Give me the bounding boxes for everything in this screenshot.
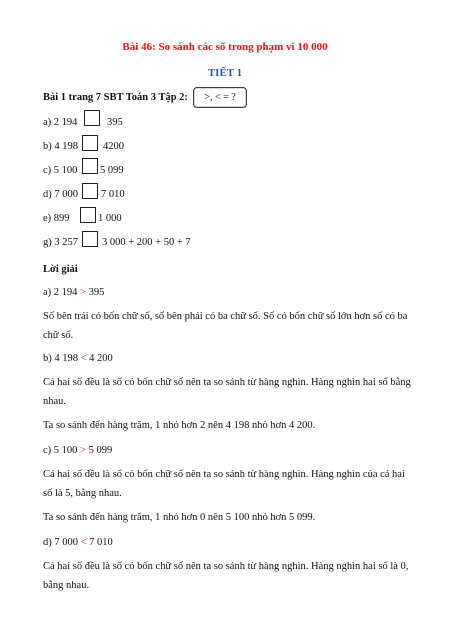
solution-c-text2: Ta so sánh đến hàng trăm, 1 nhỏ hơn 0 nên 5 100 nhỏ hơn 5 099. (43, 512, 316, 523)
solution-a-left: a) 2 194 (43, 287, 78, 298)
solution-b-right: 4 200 (89, 353, 113, 364)
hint-box: >, < = ? (193, 87, 247, 108)
item-e-label: e) 899 (43, 213, 70, 224)
solution-a-right: 395 (88, 287, 105, 298)
solution-heading: Lời giải (43, 264, 78, 275)
answer-box-d[interactable] (82, 183, 98, 199)
solution-b-left: b) 4 198 (43, 353, 78, 364)
answer-box-g[interactable] (82, 231, 98, 247)
solution-a-text: Số bên trái có bốn chữ số, số bên phải có ba chữ số. Số có bốn chữ số lớn hơn số có ba chữ số. (43, 311, 408, 341)
solution-a (43, 287, 104, 298)
item-b-label: b) 4 198 (43, 141, 78, 152)
item-b-right: 4200 (103, 141, 124, 152)
solution-b-text2: Ta so sánh đến hàng trăm, 1 nhỏ hơn 2 nên 4 198 nhỏ hơn 4 200. (43, 420, 316, 431)
solution-b-sign: < (80, 353, 87, 364)
solution-b (43, 353, 113, 364)
item-g-right: 3 000 + 200 + 50 + 7 (102, 237, 191, 248)
solution-d-sign: < (80, 537, 87, 548)
item-e-right: 1 000 (98, 213, 122, 224)
solution-d-text: Cả hai số đều là số có bốn chữ số nên ta so sánh từ hàng nghìn. Hàng nghìn hai số là 0, bằng nhau. (43, 561, 409, 591)
answer-box-b[interactable] (82, 135, 98, 151)
answer-box-a[interactable] (84, 110, 100, 126)
exercise-heading: Bài 1 trang 7 SBT Toán 3 Tập 2: (43, 92, 188, 103)
solution-c-right: 5 099 (88, 445, 113, 456)
item-d-label: d) 7 000 (43, 189, 78, 200)
item-d-right: 7 010 (101, 189, 125, 200)
solution-c-sign: > (80, 445, 86, 456)
solution-d (43, 537, 113, 548)
item-c-right: 5 099 (100, 165, 124, 176)
answer-box-e[interactable] (80, 207, 96, 223)
solution-b-text: Cả hai số đều là số có bốn chữ số nên ta so sánh từ hàng nghìn. Hàng nghìn hai số bằng nhau. (43, 377, 411, 407)
solution-c-left: c) 5 100 (43, 445, 78, 456)
solution-a-sign: > (80, 287, 86, 298)
answer-box-c[interactable] (82, 158, 98, 174)
item-c-label: c) 5 100 (43, 165, 78, 176)
solution-d-left: d) 7 000 (43, 537, 78, 548)
solution-c-text: Cả hai số đều là số có bốn chữ số nên ta so sánh từ hàng nghìn. Hàng nghìn của cả hai số là 5, bằng nhau. (43, 469, 405, 499)
solution-d-right: 7 010 (89, 537, 113, 548)
page-subtitle: TIẾT 1 (207, 67, 243, 79)
solution-c (43, 445, 112, 456)
item-g-label: g) 3 257 (43, 237, 78, 248)
item-a-label: a) 2 194 (43, 117, 78, 128)
item-a-right: 395 (107, 117, 123, 128)
page-title: Bài 46: So sánh các số trong phạm vi 10 000 (122, 41, 328, 53)
